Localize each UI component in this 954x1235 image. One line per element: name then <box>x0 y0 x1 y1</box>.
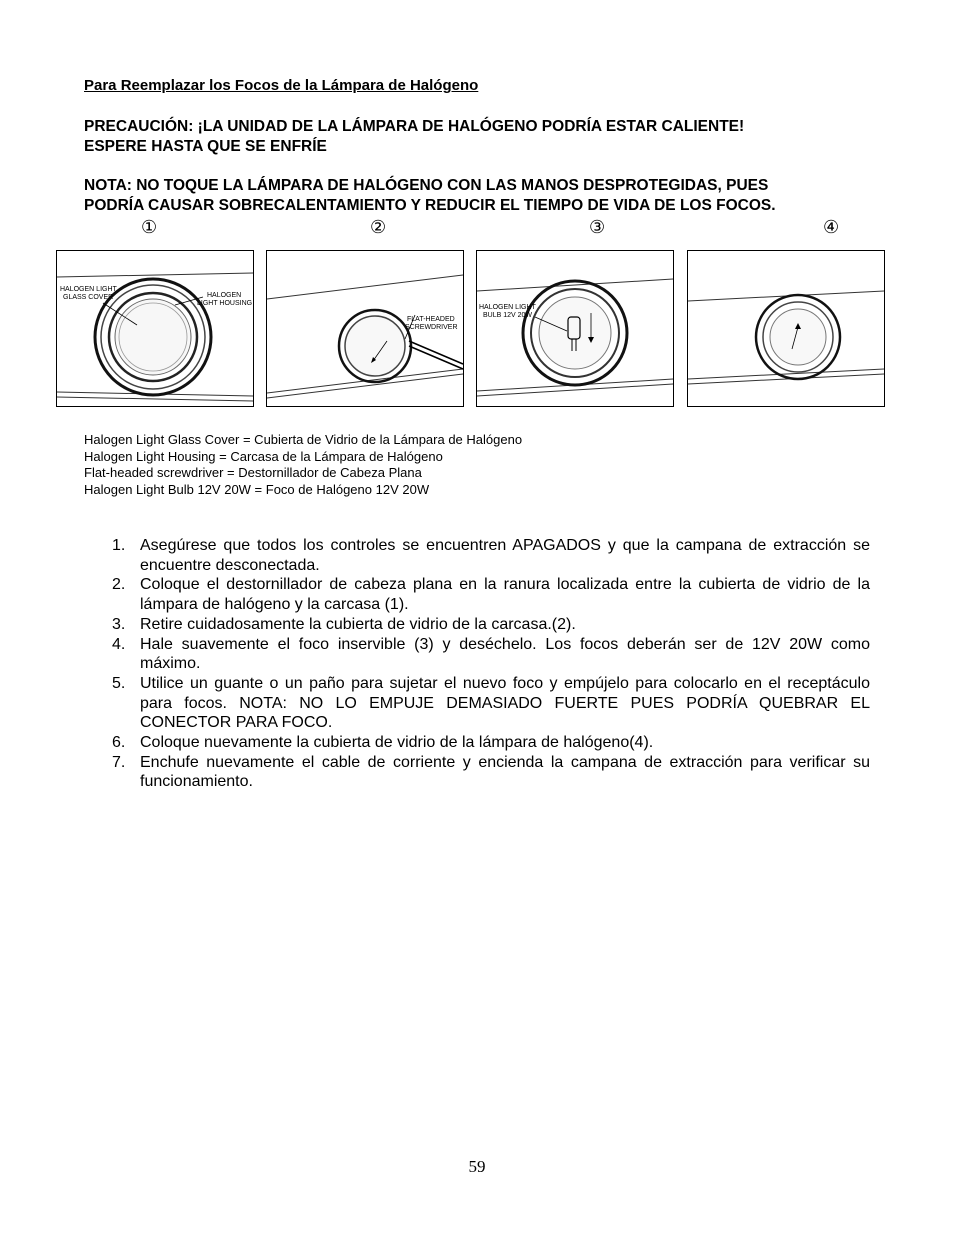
section-title: Para Reemplazar los Focos de la Lámpara de Halógeno <box>84 77 479 94</box>
step-number: 3. <box>112 615 126 633</box>
caution-line-1: PRECAUCIÓN: ¡LA UNIDAD DE LA LÁMPARA DE HALÓGENO PODRÍA ESTAR CALIENTE! <box>84 118 745 135</box>
legend-item: Halogen Light Glass Cover = Cubierta de Vidrio de la Lámpara de Halógeno <box>84 432 523 447</box>
step-item <box>100 733 870 753</box>
glass-cover-label-2: GLASS COVER <box>63 294 114 301</box>
figure-panel-1 <box>56 250 254 407</box>
replace-cover-illustration <box>688 251 884 406</box>
legend-item: Flat-headed screwdriver = Destornillador de Cabeza Plana <box>84 465 422 480</box>
step-item <box>100 575 870 614</box>
caution-block <box>84 117 744 157</box>
step-text: Coloque el destornillador de cabeza plana en la ranura localizada entre la cubierta de vidrio de la lámpara de halógeno y la carcasa (1). <box>140 576 870 614</box>
step-item <box>100 536 870 575</box>
figure-number-2: ② <box>370 217 387 238</box>
step-item <box>100 635 870 674</box>
note-line-1: NOTA: NO TOQUE LA LÁMPARA DE HALÓGENO CON LAS MANOS DESPROTEGIDAS, PUES <box>84 177 769 194</box>
step-text: Asegúrese que todos los controles se encuentren APAGADOS y que la campana de extracción se encuentre desconectada. <box>140 537 870 574</box>
step-text: Enchufe nuevamente el cable de corriente y encienda la campana de extracción para verificar su funcionamiento. <box>140 753 870 791</box>
step-text: Utilice un guante o un paño para sujetar el nuevo foco y empújelo para colocarlo en el receptáculo para focos. NOTA: NO LO EMPUJE DEMASIADO FUERTE PUES PODRÍA QUEBRAR EL CONECTOR PARA FOCO. <box>140 674 870 732</box>
figure-legend <box>84 432 522 498</box>
note-block <box>84 176 776 216</box>
figure-panel-2 <box>266 250 464 407</box>
step-number: 7. <box>112 753 126 771</box>
screwdriver-label-1: FLAT-HEADED <box>407 316 455 323</box>
step-text: Coloque nuevamente la cubierta de vidrio de la lámpara de halógeno(4). <box>140 734 654 752</box>
instruction-steps <box>100 536 870 792</box>
housing-label-2: LIGHT HOUSING <box>197 300 253 307</box>
step-number: 2. <box>112 576 126 594</box>
housing-label-1: HALOGEN <box>207 292 242 299</box>
glass-cover-label-1: HALOGEN LIGHT <box>60 286 117 293</box>
legend-item: Halogen Light Bulb 12V 20W = Foco de Halógeno 12V 20W <box>84 481 430 497</box>
bulb-label-1: HALOGEN LIGHT <box>479 304 536 311</box>
step-text: Hale suavemente el foco inservible (3) y deséchelo. Los focos deberán ser de 12V 20W como máximo. <box>140 635 870 673</box>
step-number: 1. <box>112 537 126 554</box>
step-number: 4. <box>112 635 126 653</box>
bulb-label-2: BULB 12V 20W <box>483 312 533 319</box>
screwdriver-illustration <box>267 251 463 406</box>
figure-panel-4 <box>687 250 885 407</box>
step-text: Retire cuidadosamente la cubierta de vidrio de la carcasa.(2). <box>140 615 576 633</box>
step-number: 5. <box>112 674 126 692</box>
figure-number-3: ③ <box>589 217 606 238</box>
figure-number-4: ④ <box>823 217 840 238</box>
legend-item: Halogen Light Housing = Carcasa de la Lámpara de Halógeno <box>84 448 443 464</box>
screwdriver-label-2: SCREWDRIVER <box>405 324 458 331</box>
step-item <box>100 615 870 635</box>
caution-line-2: ESPERE HASTA QUE SE ENFRÍE <box>84 138 327 155</box>
step-number: 6. <box>112 734 126 752</box>
page-number: 59 <box>468 1157 486 1176</box>
step-item <box>100 674 870 733</box>
glass-cover-illustration <box>57 251 253 406</box>
note-line-2: PODRÍA CAUSAR SOBRECALENTAMIENTO Y REDUCIR EL TIEMPO DE VIDA DE LOS FOCOS. <box>84 197 776 214</box>
step-item <box>100 753 870 792</box>
figure-panel-3 <box>476 250 674 407</box>
figure-number-1: ① <box>141 217 158 238</box>
bulb-illustration <box>477 251 673 406</box>
